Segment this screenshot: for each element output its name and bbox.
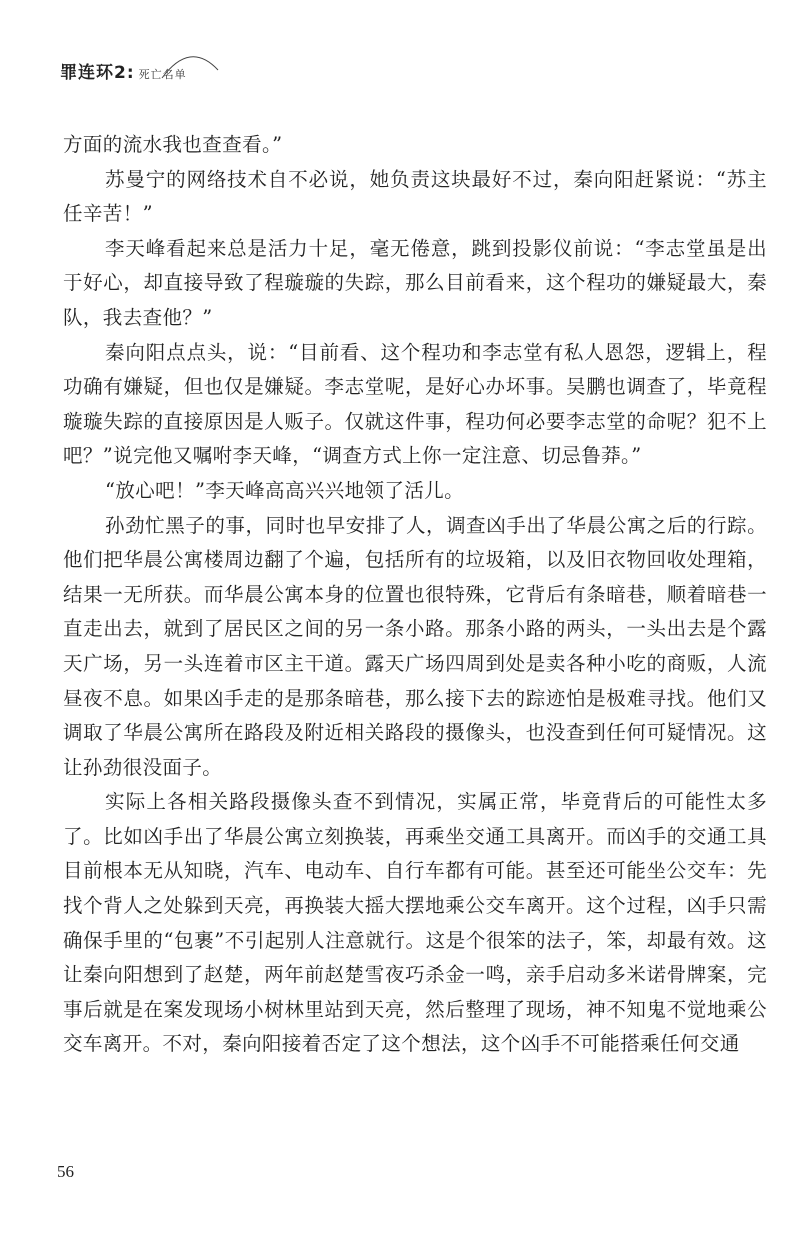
running-header bbox=[60, 58, 187, 83]
paragraph: 苏曼宁的网络技术自不必说，她负责这块最好不过，秦向阳赶紧说：“苏主任辛苦！” bbox=[63, 167, 767, 226]
page-number: 56 bbox=[57, 1162, 74, 1181]
paragraph: 李天峰看起来总是活力十足，毫无倦意，跳到投影仪前说：“李志堂虽是出于好心，却直接导致了程璇璇的失踪，那么目前看来，这个程功的嫌疑最大，秦队，我去查他？” bbox=[63, 236, 767, 329]
book-subtitle: 死亡名单 bbox=[138, 68, 187, 81]
paragraph: 实际上各相关路段摄像头查不到情况，实属正常，毕竟背后的可能性太多了。比如凶手出了华晨公寓立刻换装，再乘坐交通工具离开。而凶手的交通工具目前根本无从知晓，汽车、电动车、自行车都有可能。甚至还可能坐公交车：先找个背人之处躲到天亮，再换装大摇大摆地乘公交车离开。这个过程，凶手只需确保手里的“包裹”不引起别人注意就行。这是个很笨的法子，笨，却最有效。这让秦向阳想到了赵楚，两年前赵楚雪夜巧杀金一鸣，亲手启动多米诺骨牌案，完事后就是在案发现场小树林里站到天亮，然后整理了现场，神不知鬼不觉地乘公交车离开。不对，秦向阳接着否定了这个想法，这个凶手不可能搭乘任何交通 bbox=[63, 790, 767, 1056]
series-title: 罪连环2: bbox=[60, 63, 135, 83]
paragraph: 孙劲忙黑子的事，同时也早安排了人，调查凶手出了华晨公寓之后的行踪。他们把华晨公寓楼周边翻了个遍，包括所有的垃圾箱，以及旧衣物回收处理箱，结果一无所获。而华晨公寓本身的位置也很特殊，它背后有条暗巷，顺着暗巷一直走出去，就到了居民区之间的另一条小路。那条小路的两头，一头出去是个露天广场，另一头连着市区主干道。露天广场四周到处是卖各种小吃的商贩，人流昼夜不息。如果凶手走的是那条暗巷，那么接下去的踪迹怕是极难寻找。他们又调取了华晨公寓所在路段及附近相关路段的摄像头，也没查到任何可疑情况。这让孙劲很没面子。 bbox=[63, 513, 767, 779]
paragraph: “放心吧！”李天峰高高兴兴地领了活儿。 bbox=[105, 478, 465, 502]
header-ornament-arc bbox=[160, 48, 220, 88]
paragraph: 秦向阳点点头，说：“目前看、这个程功和李志堂有私人恩怨，逻辑上，程功确有嫌疑，但也仅是嫌疑。李志堂呢，是好心办坏事。吴鹏也调查了，毕竟程璇璇失踪的直接原因是人贩子。仅就这件事，程功何必要李志堂的命呢？犯不上吧？”说完他又嘱咐李天峰，“调查方式上你一定注意、切忌鲁莽。” bbox=[63, 340, 767, 468]
body-text bbox=[63, 128, 767, 1062]
paragraph: 方面的流水我也查查看。” bbox=[63, 133, 283, 156]
